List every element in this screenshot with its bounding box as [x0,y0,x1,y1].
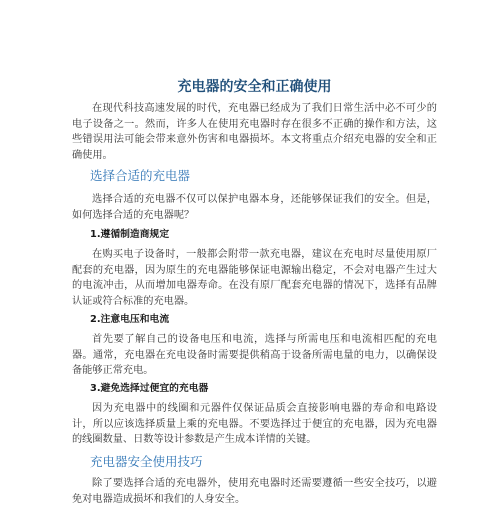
paragraph-voltage-current: 首先要了解自己的设备电压和电流，选择与所需电压和电流相匹配的充电器。通常，充电器在充电设备时需要提供稍高于设备所需电量的电力，以确保设备能够正常充电。 [72,334,437,376]
paragraph-avoid-cheap: 因为充电器中的线圈和元器件仅保证品质会直接影响电器的寿命和电路设计，所以应该选择质量上乘的充电器。不要选择过于便宜的充电器，因为充电器的线圈数量、日数等设计参数是产生成本详情的关键。 [72,403,437,445]
section-heading-choose-charger: 选择合适的充电器 [90,168,191,183]
section-heading-safety-tips: 充电器安全使用技巧 [90,454,203,469]
section-intro-paragraph: 选择合适的充电器不仅可以保护电器本身，还能够保证我们的安全。但是，如何选择合适的充电器呢？ [72,194,437,221]
article [72,0,437,517]
subheading-avoid-cheap: 3.避免选择过便宜的充电器 [90,383,209,394]
section-safety-intro-paragraph: 除了要选择合适的充电器外，使用充电器时还需要遵循一些安全技巧，以避免对电器造成损坏和我们的人身安全。 [72,478,437,505]
subheading-manufacturer: 1.遵循制造商规定 [90,229,170,240]
subheading-voltage-current: 2.注意电压和电流 [90,314,170,325]
paragraph-manufacturer: 在购买电子设备时，一般都会附带一款充电器，建议在充电时尽量使用原厂配套的充电器，因为原生的充电器能够保证电源输出稳定，不会对电器产生过大的电流冲击，从而增加电器寿命。在没有原厂配套充电器的情况下，选择有品牌认证或符合标准的充电器。 [72,249,437,307]
article-title: 充电器的安全和正确使用 [177,79,332,95]
intro-paragraph: 在现代科技高速发展的时代，充电器已经成为了我们日常生活中必不可少的电子设备之一。然而，许多人在使用充电器时存在很多不正确的操作和方法，这些错误用法可能会带来意外伤害和电器损坏。本文将重点介绍充电器的安全和正确使用。 [72,103,437,161]
